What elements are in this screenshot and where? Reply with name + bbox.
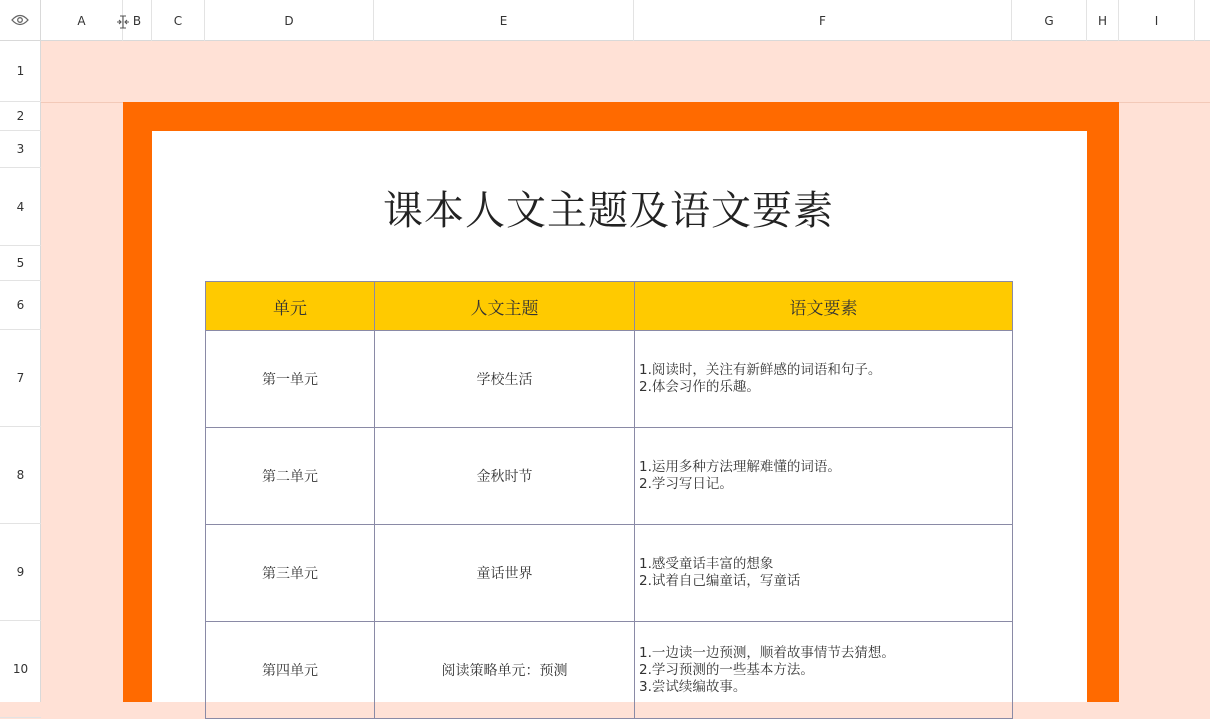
theme-cell[interactable]: 阅读策略单元：预测 bbox=[375, 622, 635, 719]
row-header-3[interactable]: 3 bbox=[0, 131, 41, 168]
column-header-h[interactable]: H bbox=[1087, 0, 1119, 41]
theme-cell[interactable]: 童话世界 bbox=[375, 525, 635, 622]
unit-cell[interactable]: 第三单元 bbox=[206, 525, 375, 622]
unit-cell[interactable]: 第二单元 bbox=[206, 428, 375, 525]
column-header-e[interactable]: E bbox=[374, 0, 634, 41]
table-row bbox=[206, 428, 1013, 525]
theme-cell[interactable]: 金秋时节 bbox=[375, 428, 635, 525]
row-1-gridline bbox=[1119, 102, 1210, 103]
row-header-5[interactable]: 5 bbox=[0, 246, 41, 281]
row-header-6[interactable]: 6 bbox=[0, 281, 41, 330]
element-line: 1.运用多种方法理解难懂的词语。 bbox=[639, 459, 841, 475]
header-element[interactable]: 语文要素 bbox=[635, 282, 1013, 331]
column-header-i[interactable]: I bbox=[1119, 0, 1195, 41]
element-cell[interactable] bbox=[635, 428, 1013, 525]
column-header-d[interactable]: D bbox=[205, 0, 374, 41]
orange-frame-top bbox=[123, 102, 1088, 131]
corner-cell[interactable] bbox=[0, 0, 41, 41]
element-line: 2.学习预测的一些基本方法。 bbox=[639, 661, 814, 678]
header-unit[interactable]: 单元 bbox=[206, 282, 375, 331]
column-resize-icon[interactable] bbox=[116, 15, 130, 29]
row-header-7[interactable]: 7 bbox=[0, 330, 41, 427]
unit-cell[interactable]: 第四单元 bbox=[206, 622, 375, 719]
unit-cell[interactable]: 第一单元 bbox=[206, 331, 375, 428]
column-header-g[interactable]: G bbox=[1012, 0, 1087, 41]
row-header-10[interactable]: 10 bbox=[0, 621, 41, 718]
table-row bbox=[206, 525, 1013, 622]
column-header-f[interactable]: F bbox=[634, 0, 1012, 41]
element-line: 2.学习写日记。 bbox=[639, 476, 733, 492]
table-header-row bbox=[206, 282, 1013, 331]
header-theme[interactable]: 人文主题 bbox=[375, 282, 635, 331]
theme-cell[interactable]: 学校生活 bbox=[375, 331, 635, 428]
theme-table bbox=[205, 281, 1013, 719]
element-line: 1.阅读时，关注有新鲜感的词语和句子。 bbox=[639, 362, 882, 378]
sheet-title[interactable]: 课本人文主题及语文要素 bbox=[383, 187, 834, 234]
element-line: 3.尝试续编故事。 bbox=[639, 678, 747, 695]
column-header-a[interactable]: A bbox=[41, 0, 123, 41]
element-line: 1.感受童话丰富的想象 bbox=[639, 556, 774, 572]
row-header-9[interactable]: 9 bbox=[0, 524, 41, 621]
column-header-b[interactable]: B bbox=[123, 0, 152, 41]
row-header-2[interactable]: 2 bbox=[0, 102, 41, 131]
element-cell[interactable] bbox=[635, 525, 1013, 622]
row-header-1[interactable]: 1 bbox=[0, 41, 41, 102]
element-line: 1.一边读一边预测，顺着故事情节去猜想。 bbox=[639, 644, 895, 661]
row-1-gridline bbox=[41, 102, 123, 103]
element-line: 2.体会习作的乐趣。 bbox=[639, 379, 760, 395]
orange-frame-right bbox=[1087, 102, 1119, 702]
table-row bbox=[206, 622, 1013, 719]
element-cell[interactable] bbox=[635, 331, 1013, 428]
element-line: 2.试着自己编童话，写童话 bbox=[639, 573, 801, 589]
column-header-c[interactable]: C bbox=[152, 0, 205, 41]
row-header-8[interactable]: 8 bbox=[0, 427, 41, 524]
orange-frame-left bbox=[123, 102, 152, 702]
row-header-4[interactable]: 4 bbox=[0, 168, 41, 246]
element-cell[interactable] bbox=[635, 622, 1013, 719]
table-row bbox=[206, 331, 1013, 428]
eye-icon[interactable] bbox=[11, 14, 29, 26]
